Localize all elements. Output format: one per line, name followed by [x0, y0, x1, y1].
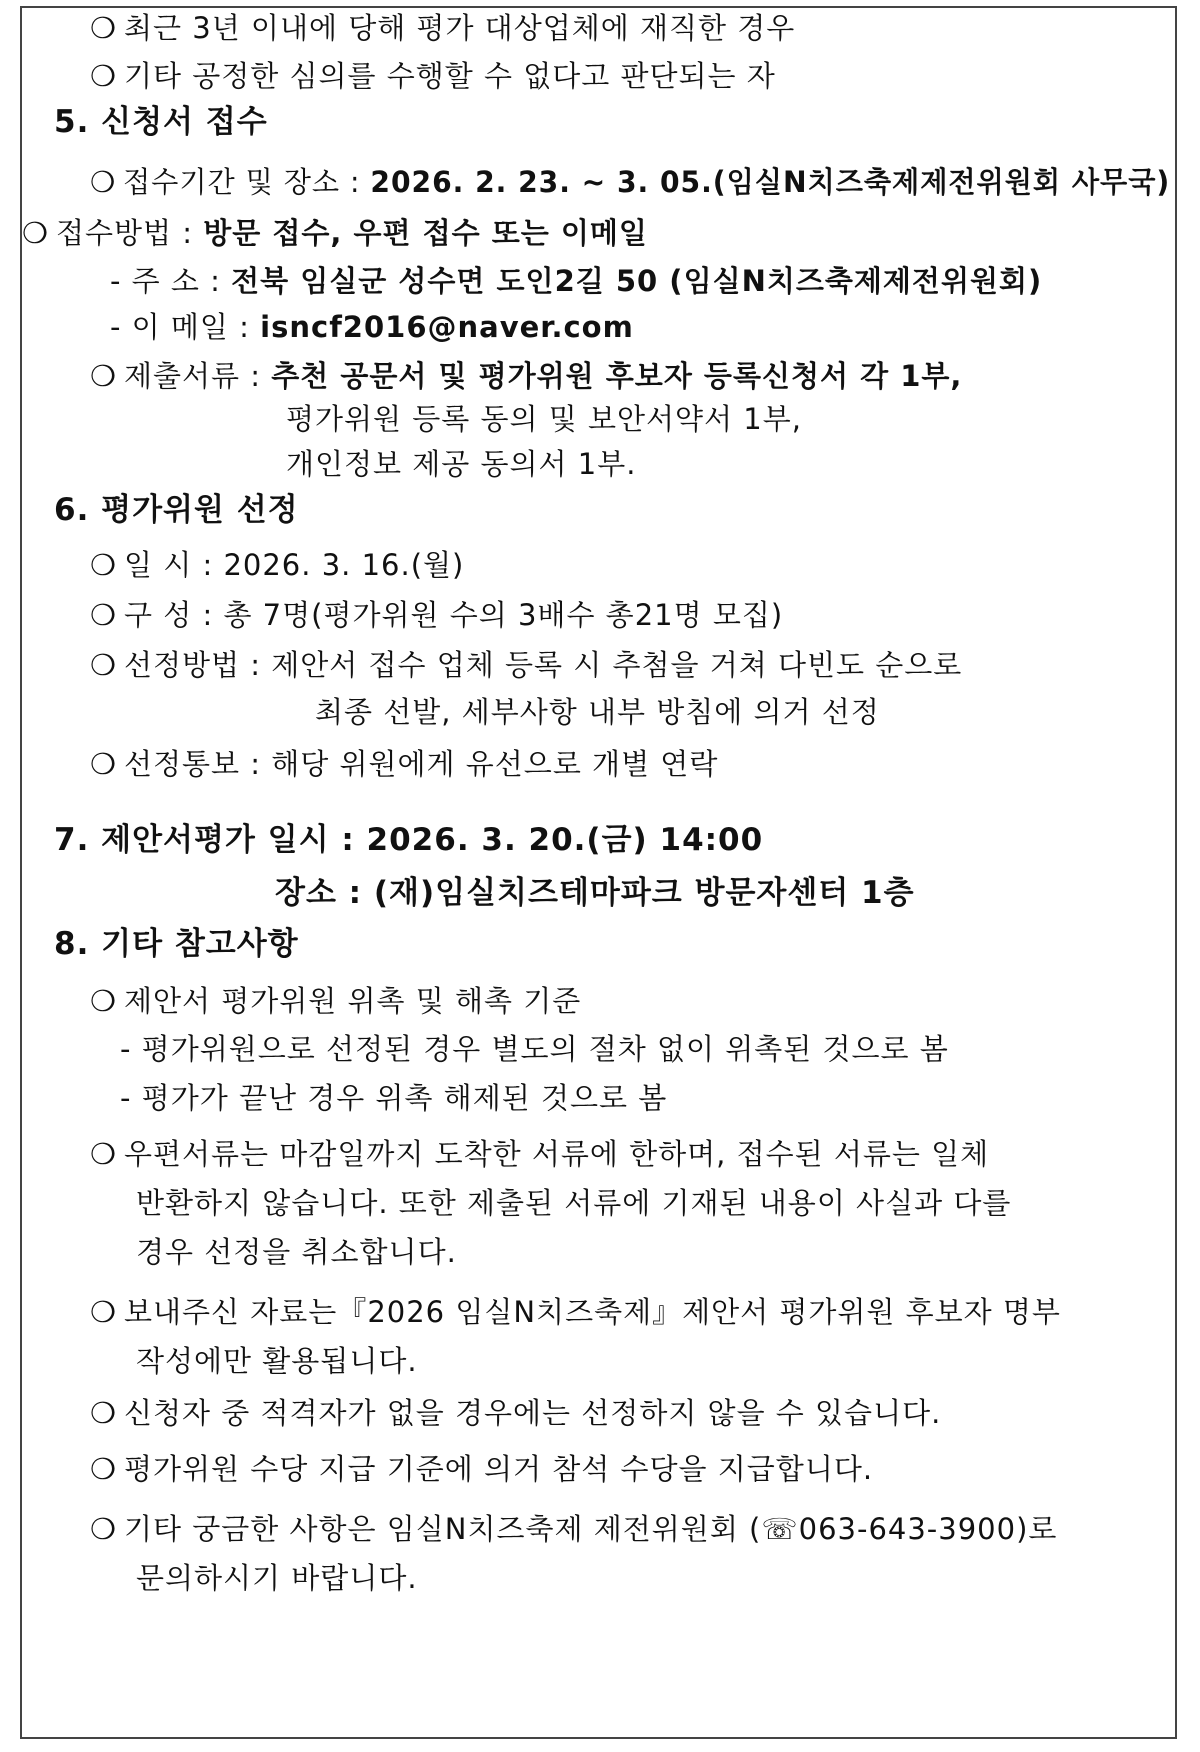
list-item: ❍구 성 : 총 7명(평가위원 수의 3배수 총21명 모집)	[90, 597, 783, 633]
list-item-continuation: 개인정보 제공 동의서 1부.	[286, 447, 637, 481]
list-item-continuation: 문의하시기 바랍니다.	[136, 1561, 418, 1595]
circle-bullet-icon	[90, 10, 124, 46]
circle-bullet-icon	[90, 1511, 124, 1547]
list-item: ❍접수기간 및 장소 : 2026. 2. 23. ~ 3. 05.(임실N치즈축제제전위원회 사무국)	[90, 164, 1170, 200]
list-item: ❍평가위원 수당 지급 기준에 의거 참석 수당을 지급합니다.	[90, 1451, 873, 1487]
section-7-title: 7. 제안서평가 일시 : 2026. 3. 20.(금) 14:00	[54, 822, 764, 858]
list-item-continuation: 최종 선발, 세부사항 내부 방침에 의거 선정	[315, 695, 880, 729]
circle-bullet-icon	[90, 58, 124, 94]
circle-bullet-icon	[90, 647, 124, 683]
list-item: - 이 메일 : isncf2016@naver.com	[110, 310, 634, 344]
circle-bullet-icon	[90, 164, 123, 200]
section-8-title: 8. 기타 참고사항	[54, 926, 299, 962]
list-item: - 주 소 : 전북 임실군 성수면 도인2길 50 (임실N치즈축제제전위원회)	[110, 264, 1043, 298]
circle-bullet-icon	[90, 1451, 124, 1487]
circle-bullet-icon	[90, 1395, 124, 1431]
list-item: ❍접수방법 : 방문 접수, 우편 접수 또는 이메일	[22, 215, 648, 251]
list-item: ❍우편서류는 마감일까지 도착한 서류에 한하며, 접수된 서류는 일체	[90, 1136, 989, 1172]
circle-bullet-icon	[90, 983, 124, 1019]
list-item-sub: - 평가가 끝난 경우 위촉 해제된 것으로 봄	[120, 1081, 668, 1115]
circle-bullet-icon	[22, 215, 56, 251]
list-item: ❍제출서류 : 추천 공문서 및 평가위원 후보자 등록신청서 각 1부,	[90, 358, 962, 394]
list-item-continuation: 작성에만 활용됩니다.	[136, 1344, 418, 1378]
circle-bullet-icon	[90, 746, 124, 782]
list-item: ❍보내주신 자료는『2026 임실N치즈축제』제안서 평가위원 후보자 명부	[90, 1294, 1061, 1330]
circle-bullet-icon	[90, 1294, 124, 1330]
circle-bullet-icon	[90, 547, 124, 583]
list-item: ❍신청자 중 적격자가 없을 경우에는 선정하지 않을 수 있습니다.	[90, 1395, 941, 1431]
list-item: ❍일 시 : 2026. 3. 16.(월)	[90, 547, 464, 583]
list-item: ❍기타 공정한 심의를 수행할 수 없다고 판단되는 자	[90, 58, 776, 94]
section-5-title: 5. 신청서 접수	[54, 104, 268, 140]
list-item-continuation: 반환하지 않습니다. 또한 제출된 서류에 기재된 내용이 사실과 다를	[136, 1186, 1012, 1220]
list-item: ❍선정방법 : 제안서 접수 업체 등록 시 추첨을 거쳐 다빈도 순으로	[90, 647, 962, 683]
list-item-continuation: 평가위원 등록 동의 및 보안서약서 1부,	[286, 402, 802, 436]
section-6-title: 6. 평가위원 선정	[54, 492, 299, 528]
circle-bullet-icon	[90, 1136, 124, 1172]
section-7-place: 장소 : (재)임실치즈테마파크 방문자센터 1층	[275, 875, 915, 911]
circle-bullet-icon	[90, 597, 124, 633]
circle-bullet-icon	[90, 358, 124, 394]
list-item: ❍최근 3년 이내에 당해 평가 대상업체에 재직한 경우	[90, 10, 795, 46]
list-item: ❍기타 궁금한 사항은 임실N치즈축제 제전위원회 (☏063-643-3900)로	[90, 1511, 1057, 1547]
list-item-sub: - 평가위원으로 선정된 경우 별도의 절차 없이 위촉된 것으로 봄	[120, 1032, 949, 1066]
list-item: ❍제안서 평가위원 위촉 및 해촉 기준	[90, 983, 581, 1019]
list-item: ❍선정통보 : 해당 위원에게 유선으로 개별 연락	[90, 746, 718, 782]
list-item-continuation: 경우 선정을 취소합니다.	[136, 1235, 457, 1269]
